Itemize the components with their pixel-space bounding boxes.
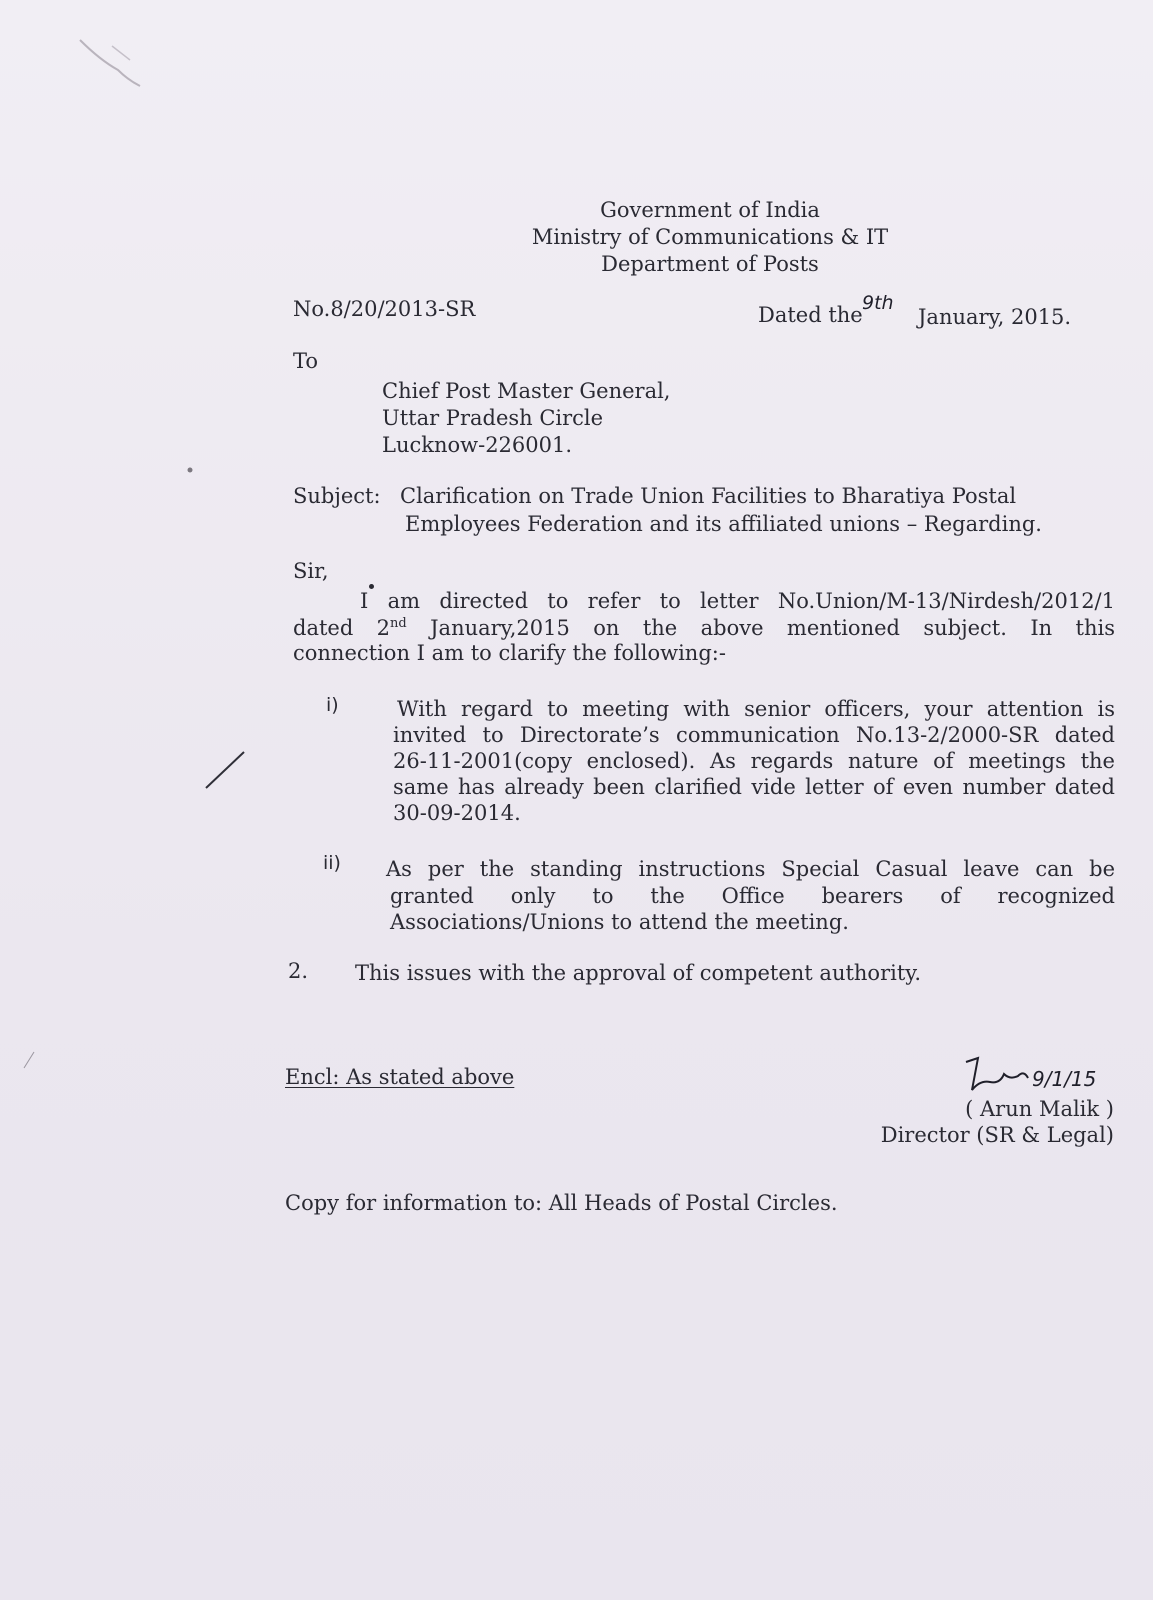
point-1-line-1: With regard to meeting with senior officers, your attention is <box>397 697 1115 721</box>
point-1-line-5: 30-09-2014. <box>393 801 521 825</box>
point-2-line-1: As per the standing instructions Special Casual leave can be <box>386 857 1115 881</box>
handwritten-day: 9th <box>862 292 894 314</box>
intro-line-1: I am directed to refer to letter No.Union/M-13/Nirdesh/2012/1 <box>360 589 1115 613</box>
header-government: Government of India <box>600 198 820 222</box>
point-1-line-4: same has already been clarified vide letter of even number dated <box>393 775 1115 799</box>
point-1-marker: i) <box>326 694 339 716</box>
subject-line-2: Employees Federation and its affiliated unions – Regarding. <box>405 512 1042 536</box>
copy-to: Copy for information to: All Heads of Postal Circles. <box>285 1191 838 1215</box>
header-ministry: Ministry of Communications & IT <box>531 225 889 249</box>
point-2-marker: ii) <box>323 852 341 874</box>
point-1-line-3: 26-11-2001(copy enclosed). As regards nature of meetings the <box>393 749 1115 773</box>
intro-line-3: connection I am to clarify the following:- <box>293 641 726 665</box>
salutation: Sir, <box>293 559 329 583</box>
intro-line-2: dated 2nd January,2015 on the above mentioned subject. In this <box>293 616 1115 640</box>
signatory-name: ( Arun Malik ) <box>965 1097 1114 1121</box>
addressee-line-2: Uttar Pradesh Circle <box>382 406 604 430</box>
date-prefix: Dated the <box>758 303 863 327</box>
para-2-number: 2. <box>288 959 309 983</box>
header-department: Department of Posts <box>601 252 819 276</box>
reference-number: No.8/20/2013-SR <box>293 297 476 321</box>
para-2-text: This issues with the approval of competent authority. <box>355 961 922 985</box>
addressee-line-1: Chief Post Master General, <box>382 379 671 403</box>
addressee-line-3: Lucknow-226001. <box>382 433 573 457</box>
signature-date: 9/1/15 <box>1032 1067 1097 1091</box>
point-2-line-3: Associations/Unions to attend the meeting. <box>390 910 849 934</box>
subject-label: Subject: <box>293 484 381 508</box>
signatory-designation: Director (SR & Legal) <box>880 1123 1114 1147</box>
enclosure-note: Encl: As stated above <box>285 1065 515 1089</box>
subject-line-1: Clarification on Trade Union Facilities to Bharatiya Postal <box>400 484 1017 508</box>
to-label: To <box>293 349 319 373</box>
point-2-line-2: granted only to the Office bearers of recognized <box>390 884 1115 908</box>
point-1-line-2: invited to Directorate’s communication No.13-2/2000-SR dated <box>393 723 1115 747</box>
date-suffix: January, 2015. <box>918 305 1072 329</box>
